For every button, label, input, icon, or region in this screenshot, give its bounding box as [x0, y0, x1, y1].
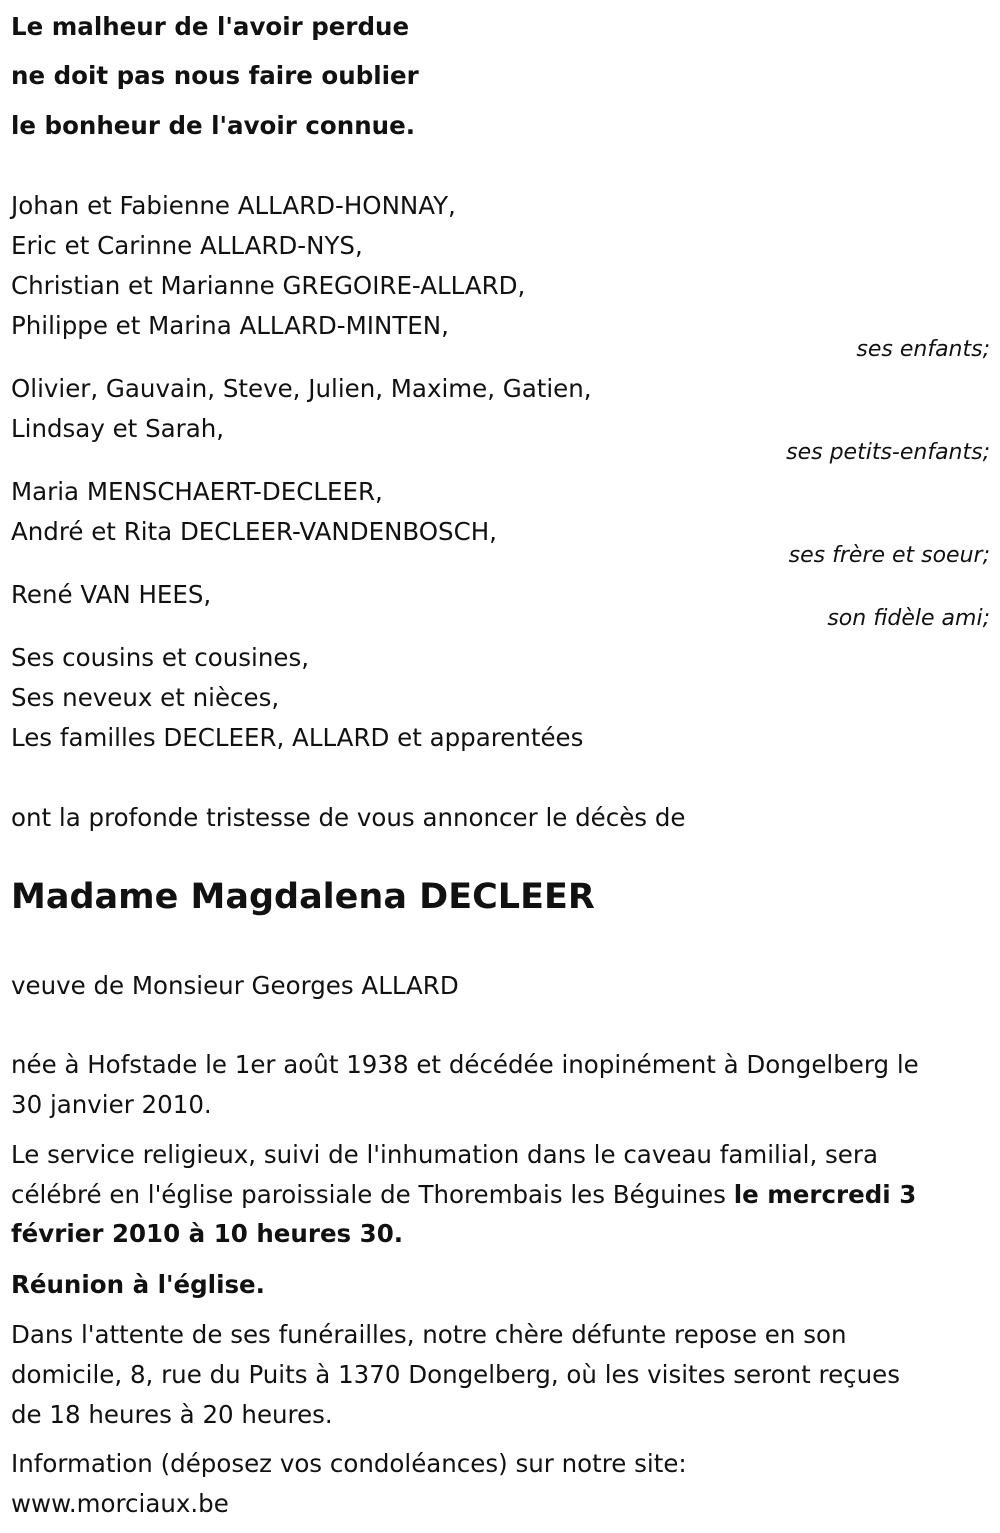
widow-of-text: veuve de Monsieur Georges ALLARD: [11, 971, 459, 1000]
relation-siblings: ses frère et soeur;: [788, 543, 990, 568]
others-line-1: Ses cousins et cousines,: [11, 643, 309, 672]
info-text: Information (déposez vos condoléances) sur notre site:: [11, 1449, 687, 1478]
birth-death-line-2: 30 janvier 2010.: [11, 1090, 212, 1119]
relation-children: ses enfants;: [856, 337, 990, 362]
quote-line-2: ne doit pas nous faire oublier: [11, 61, 419, 90]
sibling-line-1: Maria MENSCHAERT-DECLEER,: [11, 477, 383, 506]
others-line-3: Les familles DECLEER, ALLARD et apparentées: [11, 723, 584, 752]
website-link[interactable]: www.morciaux.be: [11, 1489, 229, 1518]
service-place-text: célébré en l'église paroissiale de Thorembais les Béguines: [11, 1180, 734, 1209]
visits-line-3: de 18 heures à 20 heures.: [11, 1400, 333, 1429]
visits-line-2: domicile, 8, rue du Puits à 1370 Dongelberg, où les visites seront reçues: [11, 1360, 900, 1389]
announcement-text: ont la profonde tristesse de vous annoncer le décès de: [11, 803, 686, 832]
quote-line-3: le bonheur de l'avoir connue.: [11, 111, 415, 140]
sibling-line-2: André et Rita DECLEER-VANDENBOSCH,: [11, 517, 497, 546]
grandchild-line-2: Lindsay et Sarah,: [11, 414, 225, 443]
grandchild-line-1: Olivier, Gauvain, Steve, Julien, Maxime, Gatien,: [11, 374, 592, 403]
meeting-text: Réunion à l'église.: [11, 1270, 265, 1299]
visits-line-1: Dans l'attente de ses funérailles, notre chère défunte repose en son: [11, 1320, 847, 1349]
relation-grandchildren: ses petits-enfants;: [786, 440, 990, 465]
service-date-start: le mercredi 3: [733, 1180, 917, 1209]
relation-friend: son fidèle ami;: [827, 606, 990, 631]
service-date-end: février 2010 à 10 heures 30.: [11, 1219, 404, 1248]
birth-death-line-1: née à Hofstade le 1er août 1938 et décédée inopinément à Dongelberg le: [11, 1050, 919, 1079]
child-line-2: Eric et Carinne ALLARD-NYS,: [11, 231, 363, 260]
child-line-1: Johan et Fabienne ALLARD-HONNAY,: [11, 191, 456, 220]
friend-line: René VAN HEES,: [11, 580, 212, 609]
child-line-4: Philippe et Marina ALLARD-MINTEN,: [11, 311, 449, 340]
service-line-1: Le service religieux, suivi de l'inhumation dans le caveau familial, sera: [11, 1140, 878, 1169]
service-line-2: [11, 1180, 917, 1209]
child-line-3: Christian et Marianne GREGOIRE-ALLARD,: [11, 271, 526, 300]
quote-line-1: Le malheur de l'avoir perdue: [11, 12, 410, 41]
others-line-2: Ses neveux et nièces,: [11, 683, 280, 712]
deceased-name: Madame Magdalena DECLEER: [11, 877, 595, 917]
